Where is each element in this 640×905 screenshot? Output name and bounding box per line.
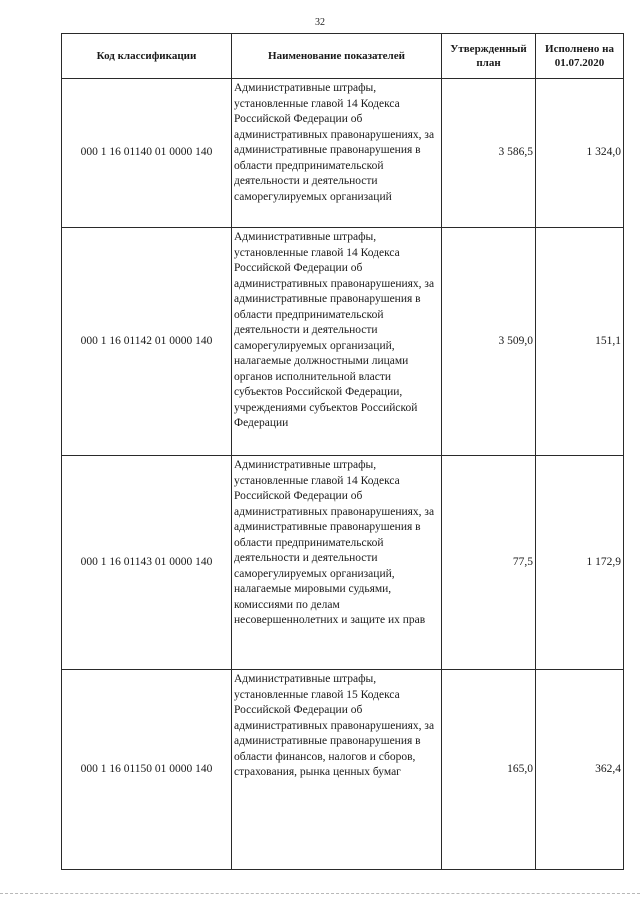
row-executed-value: 151,1	[536, 228, 624, 456]
header-approved-plan: Утвержденный план	[442, 34, 536, 79]
row-code: 000 1 16 01140 01 0000 140	[62, 79, 232, 228]
row-code: 000 1 16 01142 01 0000 140	[62, 228, 232, 456]
row-executed-value: 1 172,9	[536, 456, 624, 670]
table-row	[62, 670, 624, 870]
row-plan-value: 3 586,5	[442, 79, 536, 228]
row-plan-value: 3 509,0	[442, 228, 536, 456]
row-name: Административные штрафы, установленные главой 14 Кодекса Российской Федерации об административных правонарушениях, за административные правонарушения в области предпринимательской деятельности и деятельности саморегулируемых организаций, налагаемые мировыми судьями, комиссиями по делам несовершеннолетних и защите их прав	[232, 456, 442, 670]
row-plan-value: 165,0	[442, 670, 536, 870]
row-executed-value: 362,4	[536, 670, 624, 870]
table-row	[62, 79, 624, 228]
row-name: Административные штрафы, установленные главой 15 Кодекса Российской Федерации об административных правонарушениях, за административные правонарушения в области финансов, налогов и сборов, страхования, рынка ценных бумаг	[232, 670, 442, 870]
header-classification-code: Код классификации	[62, 34, 232, 79]
row-name: Административные штрафы, установленные главой 14 Кодекса Российской Федерации об административных правонарушениях, за административные правонарушения в области предпринимательской деятельности и деятельности саморегулируемых организаций, налагаемые должностными лицами органов исполнительной власти субъектов Российской Федерации, учреждениями субъектов Российской Федерации	[232, 228, 442, 456]
row-code: 000 1 16 01143 01 0000 140	[62, 456, 232, 670]
table-row	[62, 228, 624, 456]
table-header-row	[62, 34, 624, 79]
table-row	[62, 456, 624, 670]
header-executed: Исполнено на 01.07.2020	[536, 34, 624, 79]
scan-artifact-line	[0, 893, 640, 895]
row-name: Административные штрафы, установленные главой 14 Кодекса Российской Федерации об административных правонарушениях, за административные правонарушения в области предпринимательской деятельности и деятельности саморегулируемых организаций	[232, 79, 442, 228]
row-code: 000 1 16 01150 01 0000 140	[62, 670, 232, 870]
header-indicator-name: Наименование показателей	[232, 34, 442, 79]
row-executed-value: 1 324,0	[536, 79, 624, 228]
budget-execution-table	[61, 33, 624, 870]
row-plan-value: 77,5	[442, 456, 536, 670]
page-number: 32	[315, 17, 325, 28]
